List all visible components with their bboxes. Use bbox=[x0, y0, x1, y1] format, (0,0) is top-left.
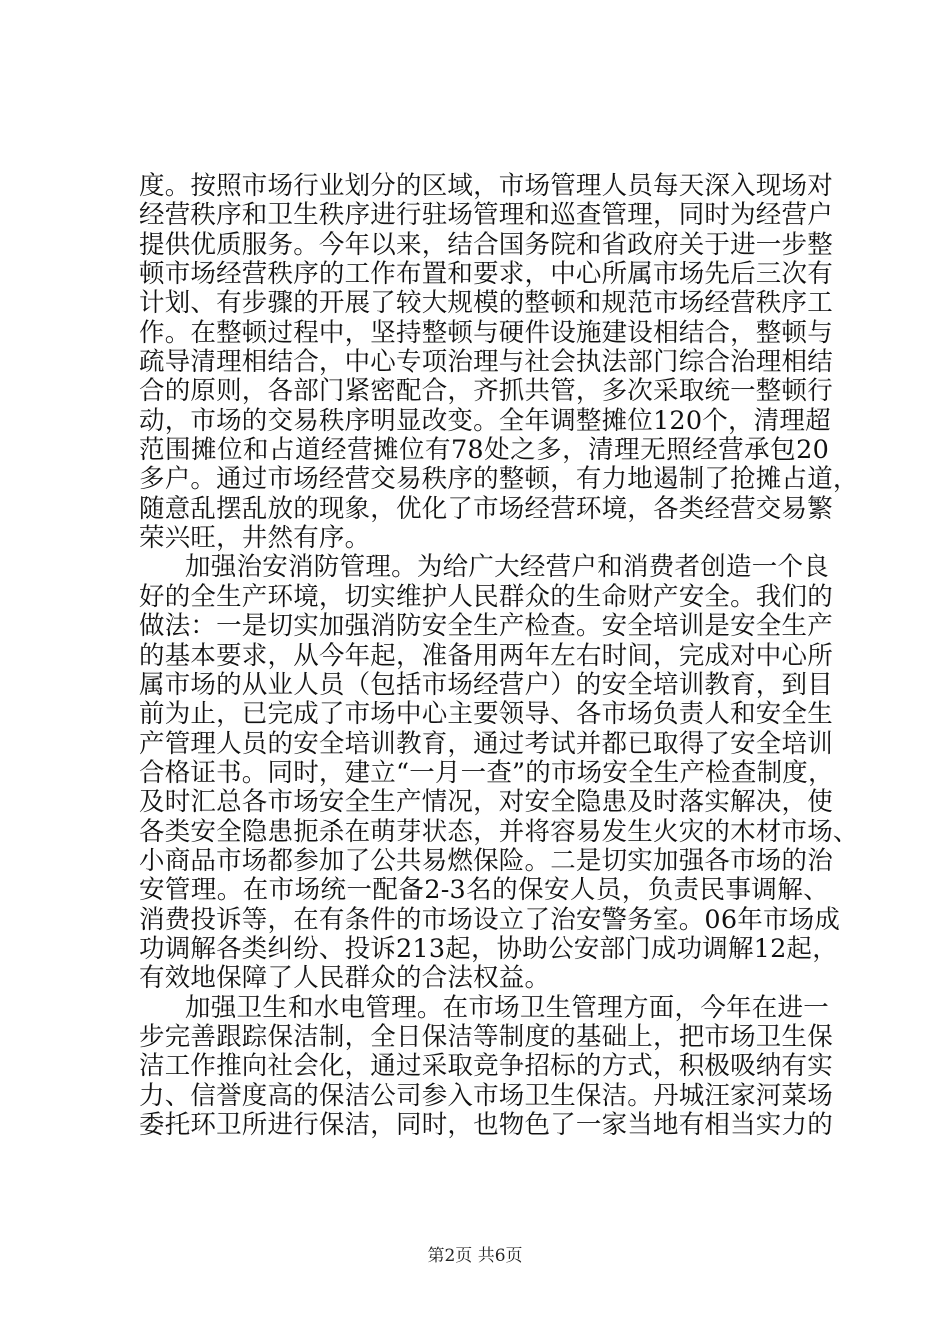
text-line: 度。按照市场行业划分的区域，市场管理人员每天深入现场对 bbox=[139, 171, 833, 201]
text-line: 委托环卫所进行保洁，同时，也物色了一家当地有相当实力的 bbox=[139, 1110, 833, 1140]
paragraph-1 bbox=[139, 171, 859, 554]
text-line: 加强治安消防管理。为给广大经营户和消费者创造一个良 bbox=[185, 552, 829, 583]
text-line: 功调解各类纠纷、投诉213起，协助公安部门成功调解12起， bbox=[139, 933, 838, 964]
text-line: 好的全生产环境，切实维护人民群众的生命财产安全。我们的 bbox=[139, 581, 833, 612]
text-line: 洁工作推向社会化，通过采取竞争招标的方式，积极吸纳有实 bbox=[139, 1051, 833, 1082]
text-line: 计划、有步骤的开展了较大规模的整顿和规范市场经营秩序工 bbox=[139, 288, 833, 319]
text-line: 加强卫生和水电管理。在市场卫生管理方面，今年在进一 bbox=[185, 992, 829, 1023]
text-line: 小商品市场都参加了公共易燃保险。二是切实加强各市场的治 bbox=[139, 845, 833, 876]
text-line: 顿市场经营秩序的工作布置和要求，中心所属市场先后三次有 bbox=[139, 259, 833, 290]
text-line: 安管理。在市场统一配备2-3名的保安人员，负责民事调解、 bbox=[139, 875, 829, 906]
text-line: 有效地保障了人民群众的合法权益。 bbox=[139, 963, 551, 994]
text-line: 各类安全隐患扼杀在萌芽状态，并将容易发生火灾的木材市场、 bbox=[139, 816, 859, 847]
text-line: 合的原则，各部门紧密配合，齐抓共管，多次采取统一整顿行 bbox=[139, 376, 833, 407]
text-line: 消费投诉等，在有条件的市场设立了治安警务室。06年市场成 bbox=[139, 904, 841, 935]
text-line: 动，市场的交易秩序明显改变。全年调整摊位120个，清理超 bbox=[139, 405, 831, 436]
text-line: 的基本要求，从今年起，准备用两年左右时间，完成对中心所 bbox=[139, 640, 833, 671]
text-line: 做法：一是切实加强消防安全生产检查。安全培训是安全生产 bbox=[139, 611, 833, 642]
text-line: 作。在整顿过程中，坚持整顿与硬件设施建设相结合，整顿与 bbox=[139, 317, 833, 348]
text-line: 提供优质服务。今年以来，结合国务院和省政府关于进一步整 bbox=[139, 229, 833, 260]
paragraph-2 bbox=[139, 552, 859, 994]
text-line: 荣兴旺，井然有序。 bbox=[139, 523, 371, 554]
text-line: 步完善跟踪保洁制，全日保洁等制度的基础上，把市场卫生保 bbox=[139, 1021, 833, 1052]
text-line: 及时汇总各市场安全生产情况，对安全隐患及时落实解决，使 bbox=[139, 787, 833, 818]
text-line: 前为止，已完成了市场中心主要领导、各市场负责人和安全生 bbox=[139, 699, 833, 730]
text-line: 经营秩序和卫生秩序进行驻场管理和巡查管理，同时为经营户 bbox=[139, 200, 833, 231]
page-number-footer: 第2页 共6页 bbox=[427, 1246, 523, 1266]
text-line: 疏导清理相结合，中心专项治理与社会执法部门综合治理相结 bbox=[139, 347, 833, 378]
text-line: 属市场的从业人员（包括市场经营户）的安全培训教育，到目 bbox=[139, 669, 833, 700]
text-line: 力、信誉度高的保洁公司参入市场卫生保洁。丹城汪家河菜场 bbox=[139, 1080, 833, 1111]
text-line: 随意乱摆乱放的现象，优化了市场经营环境，各类经营交易繁 bbox=[139, 493, 833, 524]
document-body bbox=[139, 171, 859, 1140]
text-line: 范围摊位和占道经营摊位有78处之多，清理无照经营承包20 bbox=[139, 435, 829, 466]
text-line: 合格证书。同时，建立“一月一查”的市场安全生产检查制度， bbox=[139, 757, 834, 788]
text-line: 产管理人员的安全培训教育，通过考试并都已取得了安全培训 bbox=[139, 728, 833, 759]
text-line: 多户。通过市场经营交易秩序的整顿，有力地遏制了抢摊占道， bbox=[139, 464, 859, 495]
paragraph-3 bbox=[139, 992, 833, 1141]
